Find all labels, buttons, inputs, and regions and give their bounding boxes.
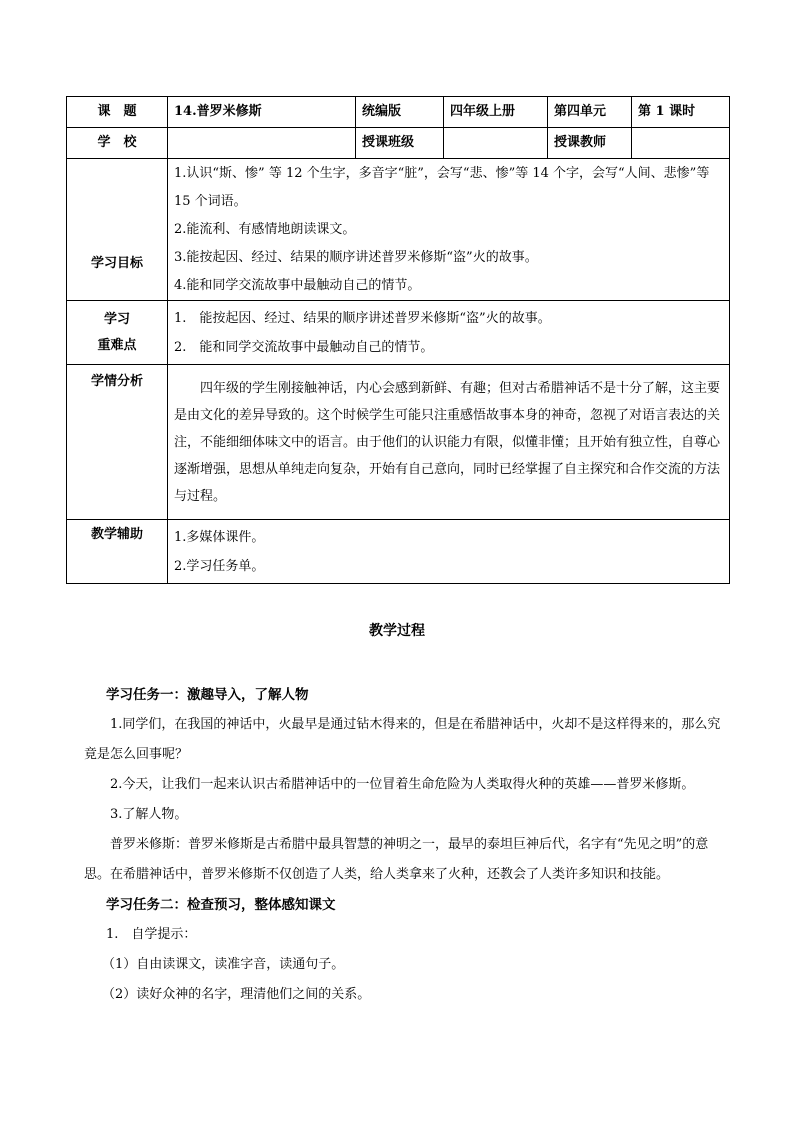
label-analysis [67, 365, 168, 520]
task2-paragraph: 1. 自学提示： [106, 927, 197, 942]
objective-item: 4.能和同学交流故事中最触动自己的情节。 [174, 277, 421, 293]
table-row-school [67, 128, 730, 159]
edition: 统编版 [356, 97, 444, 128]
label-key-points-line1: 学习 [103, 311, 130, 327]
analysis-text: 四年级的学生刚接触神话，内心会感到新鲜、有趣；但对古希腊神话不是十分了解，这主要是由文化的差异导致的。这个时候学生可能只注重感悟故事本身的神奇，忽视了对语言表达的关注，不能细细体味文中的语言。由于他们的认识能力有限，似懂非懂；且开始有独立性，自尊心逐渐增强，思想从单纯走向复杂，开始有自己意向，同时已经掌握了自主探究和合作交流的方法与过程。 [174, 380, 721, 504]
label-key-points [67, 301, 168, 365]
task2-paragraph: （2）读好众神的名字，理清他们之间的关系。 [102, 987, 371, 1002]
objectives-cell [168, 159, 730, 301]
lesson-title: 14.普罗米修斯 [168, 97, 356, 128]
label-aids-text: 教学辅助 [90, 527, 143, 542]
class-value [444, 128, 548, 159]
unit: 第四单元 [548, 97, 632, 128]
task1-paragraph: 1.同学们，在我国的神话中，火最早是通过钻木得来的，但是在希腊神话中，火却不是这样得来的，那么究竟是怎么回事呢？ [84, 717, 721, 762]
school-value [168, 128, 356, 159]
task2-paragraph: （1）自由读课文，读准字音，读通句子。 [102, 957, 345, 972]
process-body [84, 680, 724, 1010]
label-objectives-text: 学习目标 [90, 255, 143, 271]
label-teacher: 授课教师 [548, 128, 632, 159]
label-aids [67, 520, 168, 584]
lesson-plan-table [66, 96, 730, 584]
objective-item: 1.认识“斯、惨” 等 12 个生字，多音字“脏”，会写“悲、惨”等 14 个字，会写“人间、悲惨”等 15 个词语。 [174, 165, 710, 209]
table-row-key-points [67, 301, 730, 365]
table-row-analysis [67, 365, 730, 520]
label-class: 授课班级 [356, 128, 444, 159]
aids-cell [168, 520, 730, 584]
key-points-cell [168, 301, 730, 365]
task1-paragraph: 2.今天，让我们一起来认识古希腊神话中的一位冒着生命危险为人类取得火种的英雄——普罗米修斯。 [110, 777, 695, 792]
label-school: 学 校 [67, 128, 168, 159]
task1-heading: 学习任务一：激趣导入，了解人物 [106, 687, 309, 703]
section-title: 教学过程 [369, 623, 425, 639]
label-subject: 课 题 [67, 97, 168, 128]
objective-item: 3.能按起因、经过、结果的顺序讲述普罗米修斯“盗”火的故事。 [174, 249, 538, 265]
grade: 四年级上册 [444, 97, 548, 128]
task1-paragraph: 普罗米修斯：普罗米修斯是古希腊中最具智慧的神明之一，最早的泰坦巨神后代，名字有“先见之明”的意思。在希腊神话中，普罗米修斯不仅创造了人类，给人类拿来了火种，还教会了人类许多知识和技能。 [84, 837, 709, 882]
task2-heading: 学习任务二：检查预习，整体感知课文 [106, 897, 336, 913]
table-row-aids [67, 520, 730, 584]
analysis-cell [168, 365, 730, 520]
label-key-points-line2: 重难点 [97, 337, 137, 353]
key-point-item: 2. 能和同学交流故事中最触动自己的情节。 [174, 339, 434, 355]
lesson-number: 第 1 课时 [632, 97, 730, 128]
objective-item: 2.能流利、有感情地朗读课文。 [174, 221, 356, 237]
teacher-value [632, 128, 730, 159]
label-objectives [67, 159, 168, 301]
table-row-objectives [67, 159, 730, 301]
task1-paragraph: 3.了解人物。 [110, 807, 188, 822]
aid-item: 1.多媒体课件。 [174, 529, 265, 545]
aid-item: 2.学习任务单。 [174, 558, 265, 574]
key-point-item: 1. 能按起因、经过、结果的顺序讲述普罗米修斯“盗”火的故事。 [174, 310, 551, 326]
table-row-title [67, 97, 730, 128]
label-analysis-text: 学情分析 [90, 374, 143, 389]
